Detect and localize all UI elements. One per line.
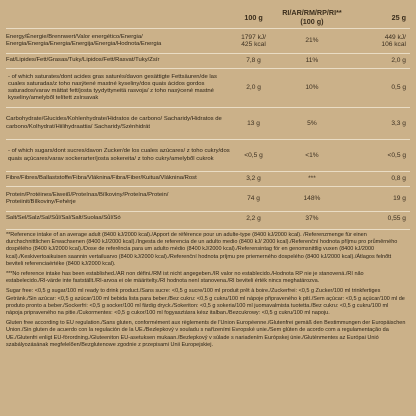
- footnote-no-reference: ***No reference intake has been established./AR non défini./RM ist nicht angegeben./IR valor no establecido./Hodnota RP nie je stanovená./RI não estabelecido./RI-värde inte fastställt./RI-arvoa ei ole määritelty./RI hodnota není stanovena./RI beviteli érték nincs meghatározva.: [6, 271, 364, 285]
- table-row: [6, 107, 410, 139]
- footnote-sugar-free: Sugar free: <0,5 g sugar/100 ml ready to drink product./Sans sucre: <0,5 g sucre/100 ml produit prêt à boire./Zuckerfrei: <0,5 g Zucker/100 ml trinkfertiges Getränk./Sin azúcar: <0,5 g azúcar/100 ml bebida lista para beber./Bez cukru: <0,5 g cukru/100 ml nápoje připraveného k pití./Sem açúcar: <0,5 g açúcar/100 ml de produto pronto a beber./Sockerfri: <0,5 g socker/100 ml färdig dryck./Sokeriton: <0,5 g sokeria/100 ml juomavalmista tuotetta./Bez cukru: <0,5 g cukru/100 ml nápoja pripraveného na pitie./Cukormentes: <0,5 g cukor/100 ml fogyasztásra kész italban./Bezcukrowy: <0,5 g cukru/100 ml napoju.: [6, 288, 405, 317]
- row-value-ri: 21%: [305, 37, 319, 45]
- row-value-100g: 2,0 g: [246, 84, 261, 92]
- table-row: [6, 139, 410, 171]
- row-value-100g: <0,5 g: [244, 151, 263, 159]
- row-label: - of which sugars/dont sucres/davon Zucker/de los cuales azúcares/ z toho cukry/dos quais açúcares/varav sockerarter/josta sokereita/ z toho cukry/amelyből cukrok: [8, 148, 230, 162]
- row-value-25g: 449 kJ/ 106 kcal: [381, 33, 406, 48]
- table-row: [6, 28, 410, 53]
- row-value-25g: 2,0 g: [391, 57, 406, 65]
- table-row: [6, 68, 410, 107]
- header-25g: 25 g: [391, 12, 407, 22]
- table-row: [6, 53, 410, 68]
- row-value-25g: 3,3 g: [391, 119, 406, 127]
- header-ri-label: RI/AR/RM/RP/RI**: [282, 8, 342, 17]
- table-row: [6, 186, 410, 211]
- row-value-100g: 1797 kJ/ 425 kcal: [241, 33, 266, 48]
- row-value-100g: 3,2 g: [246, 175, 261, 183]
- table-header: [6, 6, 410, 28]
- row-label: Fat/Lipides/Fett/Grasas/Tuky/Lipidos/Fett/Rasvat/Tuky/Zsír: [6, 57, 160, 64]
- row-value-ri: 148%: [303, 195, 321, 203]
- row-value-100g: 13 g: [247, 119, 260, 127]
- row-value-100g: 2,2 g: [246, 215, 261, 223]
- row-value-25g: 19 g: [393, 195, 406, 203]
- row-value-100g: 7,8 g: [246, 57, 261, 65]
- row-value-ri: ***: [308, 175, 316, 183]
- footnotes: [6, 229, 410, 349]
- row-value-ri: <1%: [305, 151, 319, 159]
- table-row: [6, 171, 410, 186]
- table-row: [6, 211, 410, 226]
- row-label: Energy/Énergie/Brennwert/Valor energético/Energia/ Energia/Energia/Energia/Energija/Energia/Hodnota/Energia: [6, 33, 162, 47]
- row-value-ri: 10%: [305, 84, 319, 92]
- row-value-100g: 74 g: [247, 195, 260, 203]
- row-value-25g: <0,5 g: [387, 151, 406, 159]
- row-label: Carbohydrate/Glucides/Kohlenhydrate/Hidratos de carbono/ Sacharidy/Hidratos de carbono/Kolhydrat/Hiilihydraattia/ Sacharidy/Szénhidrát: [6, 116, 222, 130]
- row-label: Protein/Protéines/Eiweiß/Proteínas/Bílkoviny/Proteína/Protein/ Proteiinit/Bílkoviny/Fehérje: [6, 191, 169, 205]
- row-value-25g: 0,5 g: [391, 84, 406, 92]
- footnote-reference-intake: **Reference intake of an average adult (8400 kJ/2000 kcal)./Apport de référence pour un adulte-type (8400 kJ/2000 kcal). /Referenzmenge für einen durchschnittlichen Erwachsenen (8400 kJ/2000 kcal)./Ingesta de referencia de un adulto medio (8400 kJ/ 2000 kcal)./Referenční hodnota příjmu pro průměrného dospělého (8400 kJ/2000 kcal)./Dose de referência para um adulto médio (8400 kJ/2000 kcal)./Referensintag för en genomsnittlig vuxen (8400 kJ/2000 kcal)./Keskivertoaikuisen saannin vertailuarvo (8400 kJ/2000 kcal)./Referenční hodnota príjmu pre priemerného dospelého (8400 kJ/2000 kcal)./Átlagos felnőtt beviteli referenciaértéke (8400 kJ/2000 kcal).: [6, 232, 398, 267]
- header-ri: [273, 8, 350, 26]
- footnote-gluten-free: Gluten free according to EU regulation./Sans gluten, conformément aux règlements de l'Union Européenne./Glutenfrei gemäß den Bestimmungen der Europäischen Union./Sin gluten de acuerdo con la regulación de la UE./Bezlepkový v souladu s nařízeními Evropské unie./Sem glúten de acordo com a regulamentação da UE./Glutenfri enligt EU-förordning./Gluteeniton EU-asetuksen mukaan./Bezlepkový v súlade s nariadením Európskej únie./Gluténmentes az Európai Unió szabályozásának megfelelően/Bezglutenowe zgodnie z przepisami Unii Europejskiej.: [6, 320, 406, 348]
- row-label: Fibre/Fibres/Ballaststoffe/Fibra/Vláknina/Fibra/Fiber/Kuitua/Vláknina/Rost: [6, 175, 197, 182]
- header-ri-sub: (100 g): [300, 17, 324, 26]
- row-label: - of which saturates/dont acides gras saturés/davon gesättigte Fettsäuren/de las cuales saturadas/z toho nasýtené mastné kyseliny/dos quais ácidos gordos saturados/varav mättat fett/josta tyydyttyneitä rasvoja/ z toho nasýcené mastné kyseliny/amelyből telített zsírsavak: [8, 73, 217, 102]
- row-label: Salt/Sel/Salz/Sal/Sůl/Sal/Salt/Suolaa/Sůl/Só: [6, 215, 121, 222]
- row-value-ri: 5%: [307, 119, 317, 127]
- header-100g: 100 g: [244, 12, 263, 22]
- row-value-ri: 37%: [305, 215, 319, 223]
- row-value-25g: 0,8 g: [391, 175, 406, 183]
- row-value-ri: 11%: [305, 57, 319, 65]
- row-value-25g: 0,55 g: [387, 215, 406, 223]
